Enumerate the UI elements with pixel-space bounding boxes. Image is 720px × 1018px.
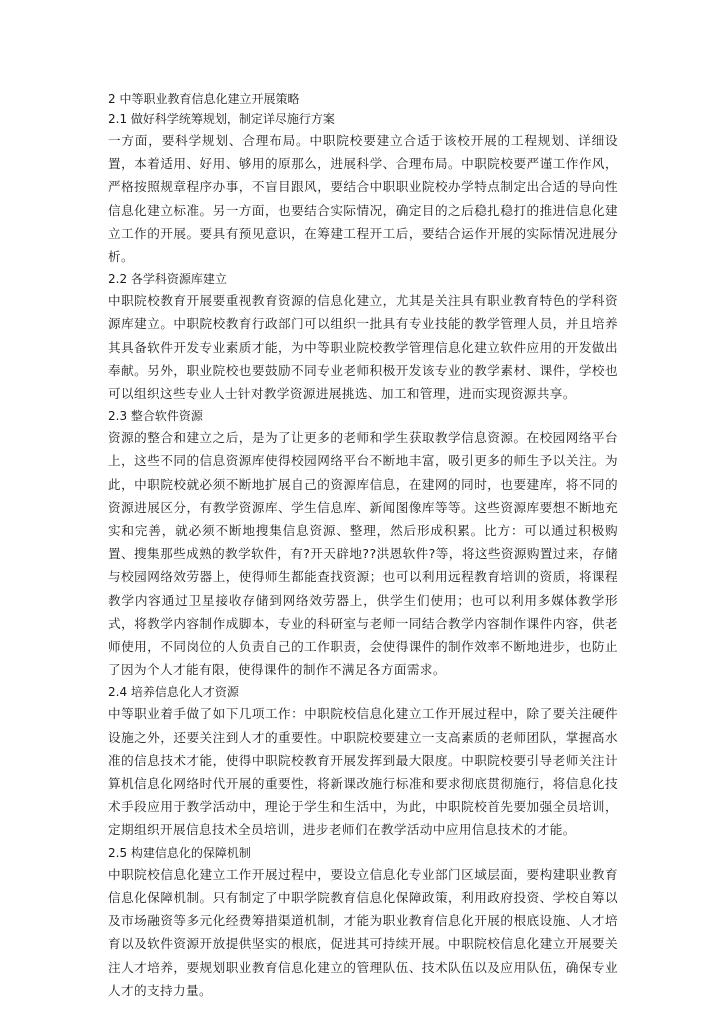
section-paragraph: 资源的整合和建立之后，是为了让更多的老师和学生获取教学信息资源。在校园网络平台上，这些不同的信息资源库使得校园网络平台不断地丰富，吸引更多的师生予以关注。为此，中职院校就必须不断地扩展自己的资源库信息，在建网的同时，也要建库，将不同的资源进展区分，有教学资源库、学生信息库、新闻图像库等等。这些资源库要想不断地充实和完善，就必须不断地搜集信息资源、整理，然后形成积累。比方：可以通过积极购置、搜集那些成熟的教学软件，有?开天辟地??洪恩软件?等，将这些资源购置过来，存储与校园网络效劳器上，使得师生都能查找资源；也可以利用远程教育培训的资质，将课程教学内容通过卫星接收存储到网络效劳器上，供学生们使用；也可以利用多媒体教学形式，将教学内容制作成脚本，专业的科研室与老师一同结合教学内容制作课件内容，供老师使用，不同岗位的人负责自己的工作职责，会使得课件的制作效率不断地进步，也防止了因为个人才能有限，使得课件的制作不满足各方面需求。 <box>108 430 618 678</box>
section-heading: 2.1 做好科学统筹规划，制定详尽施行方案 <box>108 112 335 126</box>
document-title: 2 中等职业教育信息化建立开展策略 <box>108 92 300 106</box>
section-paragraph: 中职院校信息化建立工作开展过程中，要设立信息化专业部门区域层面，要构建职业教育信息化保障机制。只有制定了中职学院教育信息化保障政策，利用政府投资、学校自筹以及市场融资等多元化经费筹措渠道机制，才能为职业教育信息化开展的根底设施、人才培育以及软件资源开放提供坚实的根底，促进其可持续开展。中职院校信息化建立开展要关注人才培养，要规划职业教育信息化建立的管理队伍、技术队伍以及应用队伍，确保专业人才的支持力量。 <box>108 866 618 998</box>
section-heading: 2.2 各学科资源库建立 <box>108 272 227 287</box>
section-paragraph: 一方面，要科学规划、合理布局。中职院校要建立合适于该校开展的工程规划、详细设置，本着适用、好用、够用的原那么，进展科学、合理布局。中职院校要严谨工作作风，严格按照规章程序办事，不盲目跟风，要结合中职职业院校办学特点制定出合适的导向性信息化建立标准。另一方面，也要结合实际情况，确定目的之后稳扎稳打的推进信息化建立工作的开展。要具有预见意识，在筹建工程开工后，要结合运作开展的实际情况进展分析。 <box>108 133 618 265</box>
section-paragraph: 中职院校教育开展要重视教育资源的信息化建立，尤其是关注具有职业教育特色的学科资源库建立。中职院校教育行政部门可以组织一批具有专业技能的教学管理人员，并且培养其具备软件开发专业素质才能，为中等职业院校教学管理信息化建立软件应用的开发做出奉献。另外，职业院校也要鼓励不同专业老师积极开发该专业的教学素材、课件，学校也可以组织这些专业人士针对教学资源进展挑选、加工和管理，进而实现资源共享。 <box>108 293 618 402</box>
section-paragraph: 中等职业着手做了如下几项工作：中职院校信息化建立工作开展过程中，除了要关注硬件设施之外，还要关注到人才的重要性。中职院校要建立一支高素质的老师团队，掌握高水准的信息技术才能，使得中职院校教育开展发挥到最大限度。中职院校要引导老师关注计算机信息化网络时代开展的重要性，将新课改施行标准和要求彻底贯彻施行，将信息化技术手段应用于教学活动中，理论于学生和生活中，为此，中职院校首先要加强全员培训，定期组织开展信息技术全员培训，进步老师们在教学活动中应用信息技术的才能。 <box>108 706 618 838</box>
section-heading: 2.4 培养信息化人才资源 <box>108 685 239 700</box>
section-heading: 2.3 整合软件资源 <box>108 409 203 424</box>
section-heading: 2.5 构建信息化的保障机制 <box>108 845 251 860</box>
